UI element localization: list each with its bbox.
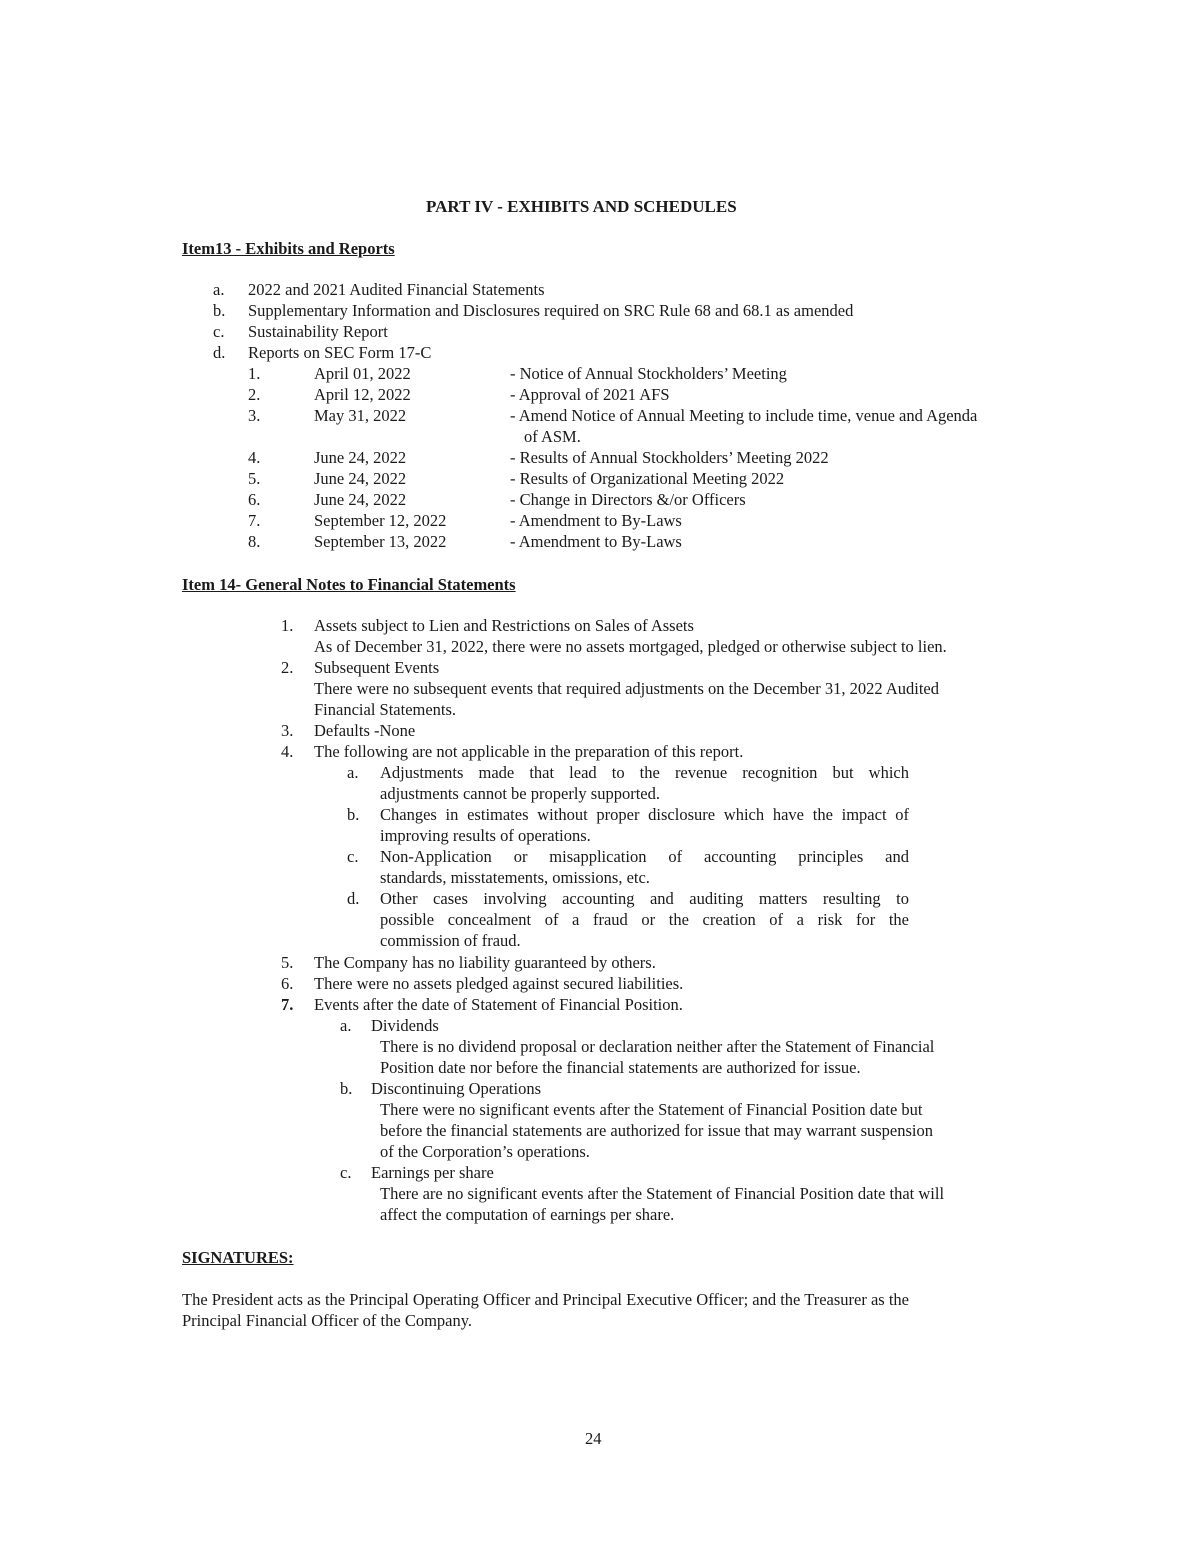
note-number: 1. (281, 616, 294, 635)
report-number: 5. (248, 469, 261, 488)
note-number: 3. (281, 721, 294, 740)
sub-marker: d. (347, 889, 360, 908)
sub-marker: b. (340, 1079, 353, 1098)
note-number: 6. (281, 974, 294, 993)
report-number: 8. (248, 532, 261, 551)
note-number: 7. (281, 995, 294, 1014)
item13-heading: Item13 - Exhibits and Reports (182, 239, 395, 258)
report-number: 3. (248, 406, 261, 425)
report-number: 6. (248, 490, 261, 509)
sub-marker: a. (340, 1016, 352, 1035)
list-marker: c. (213, 322, 225, 341)
page-number: 24 (585, 1429, 602, 1448)
signatures-text-line: Principal Financial Officer of the Company. (182, 1311, 473, 1330)
sub-item-line: Other cases involving accounting and auditing matters resulting to (380, 889, 909, 908)
sub-item-line: Adjustments made that lead to the revenue recognition but which (380, 763, 909, 782)
note-number: 2. (281, 658, 294, 677)
sub-item-title: Earnings per share (371, 1163, 494, 1182)
note-number: 5. (281, 953, 294, 972)
report-description: - Results of Organizational Meeting 2022 (510, 469, 785, 488)
report-number: 4. (248, 448, 261, 467)
note-title: Events after the date of Statement of Financial Position. (314, 995, 683, 1014)
item14-heading: Item 14- General Notes to Financial Statements (182, 575, 516, 594)
report-description: - Amendment to By-Laws (510, 532, 682, 551)
sub-item-title: Dividends (371, 1016, 439, 1035)
list-marker: d. (213, 343, 226, 362)
sub-item-line: before the financial statements are authorized for issue that may warrant suspension (380, 1121, 934, 1140)
list-item: Supplementary Information and Disclosures required on SRC Rule 68 and 68.1 as amended (248, 301, 854, 320)
report-description: - Amendment to By-Laws (510, 511, 682, 530)
note-title: The following are not applicable in the preparation of this report. (314, 742, 744, 761)
note-title: Assets subject to Lien and Restrictions on Sales of Assets (314, 616, 694, 635)
sub-marker: c. (347, 847, 359, 866)
report-description-continued: of ASM. (524, 427, 581, 446)
list-item: Sustainability Report (248, 322, 388, 341)
sub-item-line: Non-Application or misapplication of accounting principles and (380, 847, 909, 866)
sub-item-line: standards, misstatements, omissions, etc. (380, 868, 650, 887)
note-title: There were no assets pledged against secured liabilities. (314, 974, 684, 993)
note-title: The Company has no liability guaranteed by others. (314, 953, 656, 972)
sub-marker: c. (340, 1163, 352, 1182)
sub-item-line: possible concealment of a fraud or the creation of a risk for the (380, 910, 909, 929)
sub-item-line: There are no significant events after the Statement of Financial Position date that will (380, 1184, 945, 1203)
report-number: 7. (248, 511, 261, 530)
sub-item-line: Changes in estimates without proper disclosure which have the impact of (380, 805, 909, 824)
sub-marker: a. (347, 763, 359, 782)
report-date: September 13, 2022 (314, 532, 447, 551)
sub-item-line: There were no significant events after the Statement of Financial Position date but (380, 1100, 923, 1119)
report-number: 2. (248, 385, 261, 404)
sub-item-line: adjustments cannot be properly supported. (380, 784, 660, 803)
note-title: Subsequent Events (314, 658, 440, 677)
sub-item-line: of the Corporation’s operations. (380, 1142, 590, 1161)
report-number: 1. (248, 364, 261, 383)
note-body: There were no subsequent events that required adjustments on the December 31, 2022 Audited (314, 679, 939, 698)
report-description: - Notice of Annual Stockholders’ Meeting (510, 364, 787, 383)
report-date: May 31, 2022 (314, 406, 407, 425)
report-description: - Results of Annual Stockholders’ Meeting 2022 (510, 448, 829, 467)
sub-item-line: affect the computation of earnings per share. (380, 1205, 675, 1224)
sub-item-line: commission of fraud. (380, 931, 521, 950)
report-date: June 24, 2022 (314, 448, 407, 467)
sub-marker: b. (347, 805, 360, 824)
report-date: June 24, 2022 (314, 490, 407, 509)
note-body: Financial Statements. (314, 700, 457, 719)
signatures-text-line: The President acts as the Principal Operating Officer and Principal Executive Officer; and the Treasurer as the (182, 1290, 909, 1309)
report-date: April 01, 2022 (314, 364, 411, 383)
sub-item-line: There is no dividend proposal or declaration neither after the Statement of Financial (380, 1037, 935, 1056)
note-body: As of December 31, 2022, there were no assets mortgaged, pledged or otherwise subject to lien. (314, 637, 947, 656)
report-description: - Approval of 2021 AFS (510, 385, 670, 404)
list-marker: a. (213, 280, 225, 299)
report-date: June 24, 2022 (314, 469, 407, 488)
report-description: - Change in Directors &/or Officers (510, 490, 746, 509)
list-item: 2022 and 2021 Audited Financial Statements (248, 280, 545, 299)
signatures-heading: SIGNATURES: (182, 1248, 294, 1267)
report-description: - Amend Notice of Annual Meeting to include time, venue and Agenda (510, 406, 978, 425)
sub-item-title: Discontinuing Operations (371, 1079, 542, 1098)
list-marker: b. (213, 301, 226, 320)
report-date: April 12, 2022 (314, 385, 411, 404)
list-item: Reports on SEC Form 17-C (248, 343, 432, 362)
note-number: 4. (281, 742, 294, 761)
page-title: PART IV - EXHIBITS AND SCHEDULES (426, 197, 737, 216)
note-title: Defaults -None (314, 721, 416, 740)
sub-item-line: Position date nor before the financial statements are authorized for issue. (380, 1058, 861, 1077)
sub-item-line: improving results of operations. (380, 826, 591, 845)
report-date: September 12, 2022 (314, 511, 447, 530)
